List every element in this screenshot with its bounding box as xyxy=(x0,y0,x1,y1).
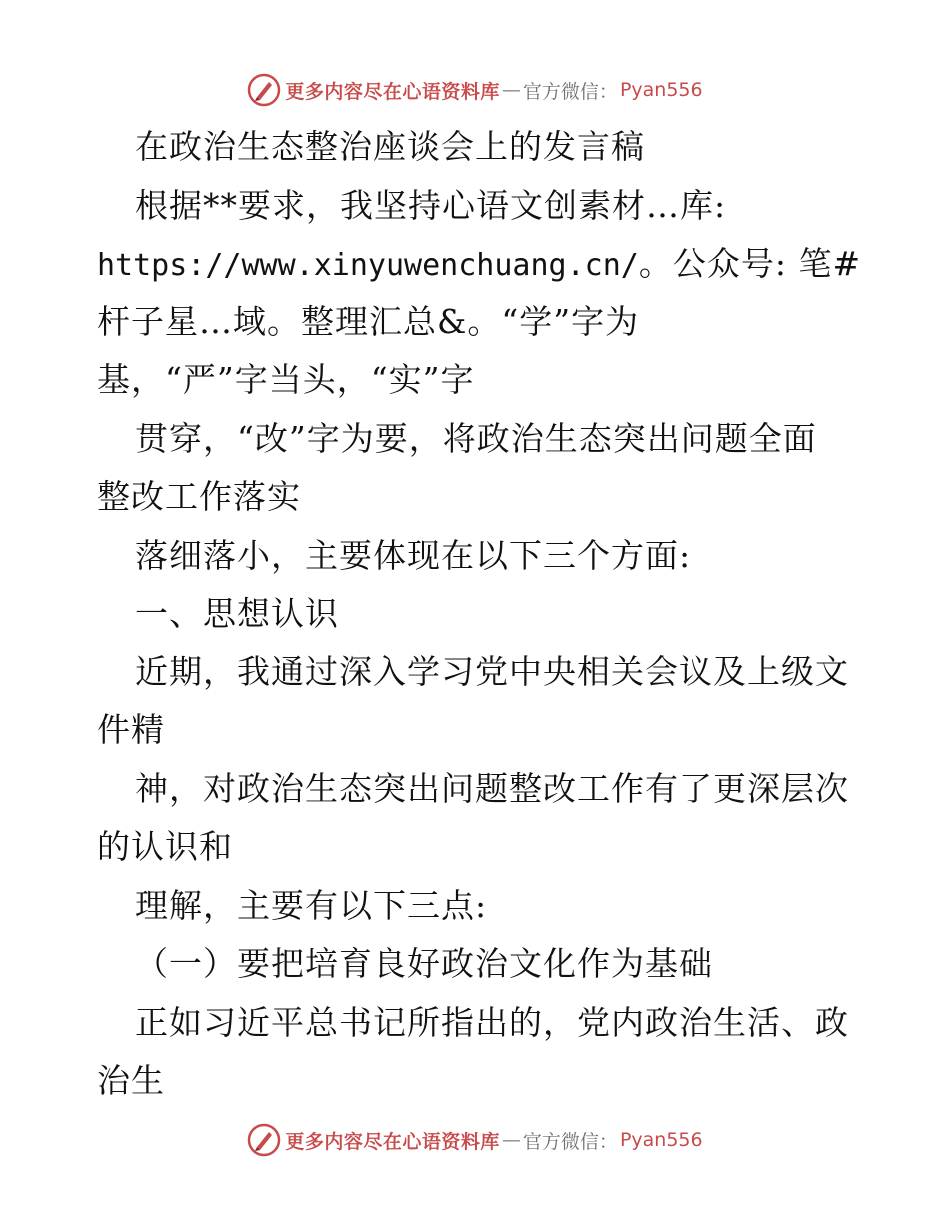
body-line: 理解，主要有以下三点: xyxy=(135,886,488,925)
body-line-url xyxy=(97,244,861,284)
watermark-site-text: 更多内容尽在心语资料库 xyxy=(285,1130,500,1153)
header-watermark xyxy=(0,70,950,110)
footer-watermark xyxy=(0,1120,950,1160)
body-line: 正如习近平总书记所指出的，党内政治生活、政 xyxy=(135,1003,849,1042)
body-line: 件精 xyxy=(97,710,165,749)
watermark-wechat-id: Pyan556 xyxy=(619,1129,703,1151)
body-line: 基，“严”字当头，“实”字 xyxy=(97,360,475,399)
watermark-separator: — xyxy=(501,1129,521,1151)
source-link[interactable]: https://www.xinyuwenchuang.cn/ xyxy=(97,248,639,283)
watermark-official-label: 官方微信： xyxy=(522,1130,618,1153)
body-line: 根据**要求，我坚持心语文创素材…库: xyxy=(135,186,727,225)
body-line: 治生 xyxy=(97,1061,165,1100)
body-line: 杆子星…域。整理汇总&。“学”字为 xyxy=(97,302,640,341)
watermark-separator: — xyxy=(501,79,521,101)
body-line: 的认识和 xyxy=(97,827,233,866)
watermark-site-text: 更多内容尽在心语资料库 xyxy=(285,80,500,103)
body-line: 近期，我通过深入学习党中央相关会议及上级文 xyxy=(135,652,849,691)
pen-logo-icon xyxy=(247,1123,281,1157)
body-line-text: 。公众号: 笔# xyxy=(638,244,862,283)
watermark-official-label: 官方微信： xyxy=(522,80,618,103)
body-line: 神，对政治生态突出问题整改工作有了更深层次 xyxy=(135,769,849,808)
section-heading: 一、思想认识 xyxy=(135,594,339,633)
body-line: 落细落小，主要体现在以下三个方面: xyxy=(135,536,692,575)
watermark-wechat-id: Pyan556 xyxy=(619,79,703,101)
body-line: 贯穿，“改”字为要，将政治生态突出问题全面 xyxy=(135,419,817,458)
body-line: 整改工作落实 xyxy=(97,477,301,516)
pen-logo-icon xyxy=(247,73,281,107)
document-title: 在政治生态整治座谈会上的发言稿 xyxy=(135,127,645,166)
subsection-heading: （一）要把培育良好政治文化作为基础 xyxy=(135,944,713,983)
